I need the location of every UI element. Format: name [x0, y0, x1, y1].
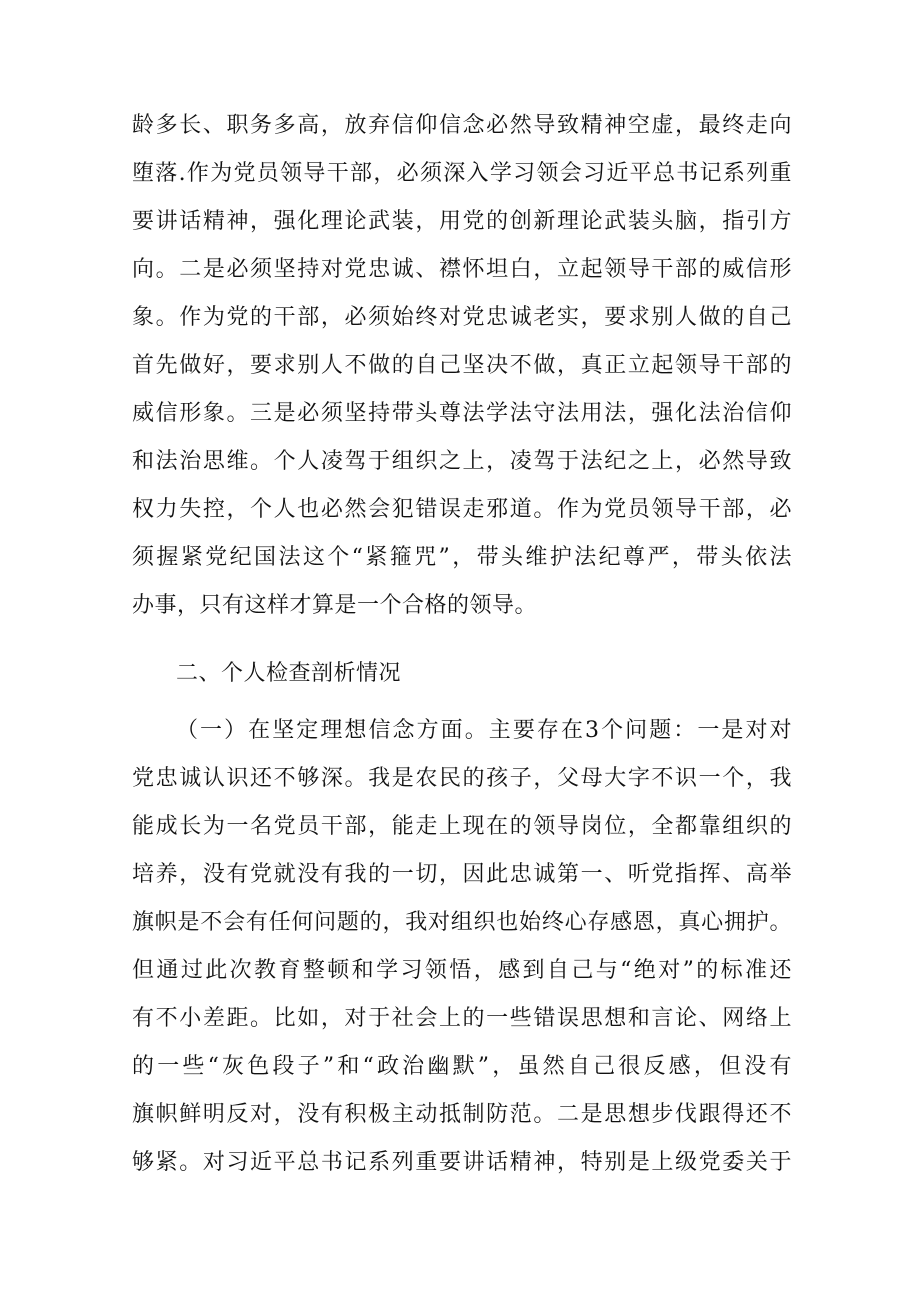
paragraph-line: 的一些“灰色段子”和“政治幽默”，虽然自己很反感，但没有: [132, 1054, 792, 1079]
paragraph-line: 但通过此次教育整顿和学习领悟，感到自己与“绝对”的标准还: [132, 958, 792, 983]
paragraph-1: [132, 102, 792, 630]
paragraph-line: 威信形象。三是必须坚持带头尊法学法守法用法，强化法治信仰: [132, 401, 792, 426]
paragraph-line: 和法治思维。个人凌驾于组织之上，凌驾于法纪之上，必然导致: [132, 449, 792, 474]
paragraph-line: 龄多长、职务多高，放弃信仰信念必然导致精神空虚，最终走向: [132, 113, 792, 138]
paragraph-line: 向。二是必须坚持对党忠诚、襟怀坦白，立起领导干部的威信形: [132, 257, 792, 282]
paragraph-line: 权力失控，个人也必然会犯错误走邪道。作为党员领导干部，必: [132, 497, 792, 522]
paragraph-line: 办事，只有这样才算是一个合格的领导。: [132, 593, 538, 618]
paragraph-line: 首先做好，要求别人不做的自己坚决不做，真正立起领导干部的: [132, 353, 792, 378]
section-heading: 二、个人检查剖析情况: [176, 661, 402, 686]
paragraph-2: [132, 707, 792, 1187]
paragraph-line: 能成长为一名党员干部，能走上现在的领导岗位，全都靠组织的: [132, 814, 792, 839]
paragraph-line: 旗帜鲜明反对，没有积极主动抵制防范。二是思想步伐跟得还不: [132, 1102, 792, 1127]
paragraph-line: 堕落.作为党员领导干部，必须深入学习领会习近平总书记系列重: [132, 161, 792, 186]
paragraph-line: （一）在坚定理想信念方面。主要存在3个问题：一是对对: [176, 718, 792, 743]
paragraph-line: 有不小差距。比如，对于社会上的一些错误思想和言论、网络上: [132, 1006, 792, 1031]
paragraph-line: 旗帜是不会有任何问题的，我对组织也始终心存感恩，真心拥护。: [132, 910, 792, 935]
paragraph-line: 象。作为党的干部，必须始终对党忠诚老实，要求别人做的自己: [132, 305, 792, 330]
paragraph-line: 党忠诚认识还不够深。我是农民的孩子，父母大字不识一个，我: [132, 766, 792, 791]
paragraph-line: 须握紧党纪国法这个“紧箍咒”，带头维护法纪尊严，带头依法: [132, 545, 792, 570]
paragraph-line: 培养，没有党就没有我的一切，因此忠诚第一、听党指挥、高举: [132, 862, 792, 887]
paragraph-line: 要讲话精神，强化理论武装，用党的创新理论武装头脑，指引方: [132, 209, 792, 234]
paragraph-line: 够紧。对习近平总书记系列重要讲话精神，特别是上级党委关于: [132, 1150, 792, 1175]
